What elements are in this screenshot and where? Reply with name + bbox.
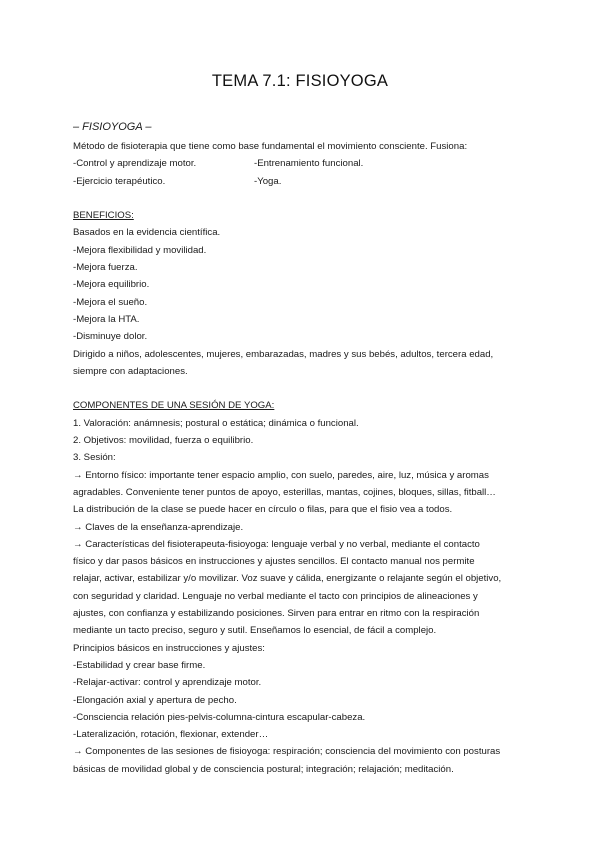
components-line: -Estabilidad y crear base firme. — [73, 659, 206, 671]
document-body — [73, 118, 553, 778]
components-line: 1. Valoración: anámnesis; postural o estática; dinámica o funcional. — [73, 417, 359, 429]
components-line: ajustes, con confianza y estabilizando posiciones. Sirven para entrar en ritmo con la respiración — [73, 608, 480, 620]
components-line: relajar, activar, estabilizar y/o movilizar. Voz suave y cálida, energizante o relajante según el objetivo, — [73, 573, 502, 585]
components-line: -Elongación axial y apertura de pecho. — [73, 694, 237, 706]
components-line: -Consciencia relación pies-pelvis-columna-cintura escapular-cabeza. — [73, 711, 366, 723]
benefits-line: -Mejora flexibilidad y movilidad. — [73, 244, 207, 256]
fusion-item: -Yoga. — [254, 175, 282, 187]
components-line: 3. Sesión: — [73, 452, 116, 464]
benefits-line: -Mejora equilibrio. — [73, 279, 150, 291]
fusion-item: -Ejercicio terapéutico. — [73, 175, 166, 187]
components-line: con seguridad y claridad. Lenguaje no verbal mediante el tacto con principios de alineaciones y — [73, 590, 478, 602]
benefits-line: -Mejora el sueño. — [73, 296, 148, 308]
benefits-line: Dirigido a niños, adolescentes, mujeres, embarazadas, madres y sus bebés, adultos, tercera edad, — [73, 348, 494, 360]
benefits-line: -Mejora la HTA. — [73, 313, 140, 325]
benefits-line: -Disminuye dolor. — [73, 331, 148, 343]
components-line: La distribución de la clase se puede hacer en círculo o filas, para que el fisio vea a todos. — [73, 504, 453, 516]
fusion-row — [73, 155, 553, 172]
components-line: → Entorno físico: importante tener espacio amplio, con suelo, paredes, aire, luz, música y aromas — [73, 469, 489, 481]
components-line: Principios básicos en instrucciones y ajustes: — [73, 642, 265, 654]
benefits-line: Basados en la evidencia científica. — [73, 227, 221, 239]
components-line: → Claves de la enseñanza-aprendizaje. — [73, 521, 244, 533]
components-line: básicas de movilidad global y de consciencia postural; integración; relajación; meditación. — [73, 763, 454, 775]
section-subtitle: – FISIOYOGA – — [73, 121, 152, 133]
fusion-item: -Control y aprendizaje motor. — [73, 158, 197, 170]
spacer — [73, 380, 553, 397]
fusion-item: -Entrenamiento funcional. — [254, 158, 364, 170]
benefits-line: siempre con adaptaciones. — [73, 365, 188, 377]
components-line: 2. Objetivos: movilidad, fuerza o equilibrio. — [73, 435, 254, 447]
components-line: -Lateralización, rotación, flexionar, extender… — [73, 729, 269, 741]
spacer — [73, 190, 553, 207]
fusion-row — [73, 173, 553, 190]
benefits-line: -Mejora fuerza. — [73, 262, 138, 274]
components-line: mediante un tacto preciso, seguro y sutil. Enseñamos lo esencial, de fácil a complejo. — [73, 625, 437, 637]
intro-paragraph: Método de fisioterapia que tiene como base fundamental el movimiento consciente. Fusiona: — [73, 141, 468, 152]
components-heading: COMPONENTES DE UNA SESIÓN DE YOGA: — [73, 400, 275, 412]
components-line: → Componentes de las sesiones de fisioyoga: respiración; consciencia del movimiento con posturas — [73, 746, 501, 758]
benefits-heading: BENEFICIOS: — [73, 210, 134, 222]
components-line: → Características del fisioterapeuta-fisioyoga: lenguaje verbal y no verbal, mediante el contacto — [73, 538, 480, 550]
components-line: -Relajar-activar: control y aprendizaje motor. — [73, 677, 262, 689]
components-line: agradables. Conveniente tener puntos de apoyo, esterillas, mantas, cojines, bloques, sillas, fitball… — [73, 486, 496, 498]
page-title: TEMA 7.1: FISIOYOGA — [211, 72, 389, 90]
components-line: físico y dar pasos básicos en instrucciones y ajustes sencillos. El contacto manual nos permite — [73, 556, 475, 568]
